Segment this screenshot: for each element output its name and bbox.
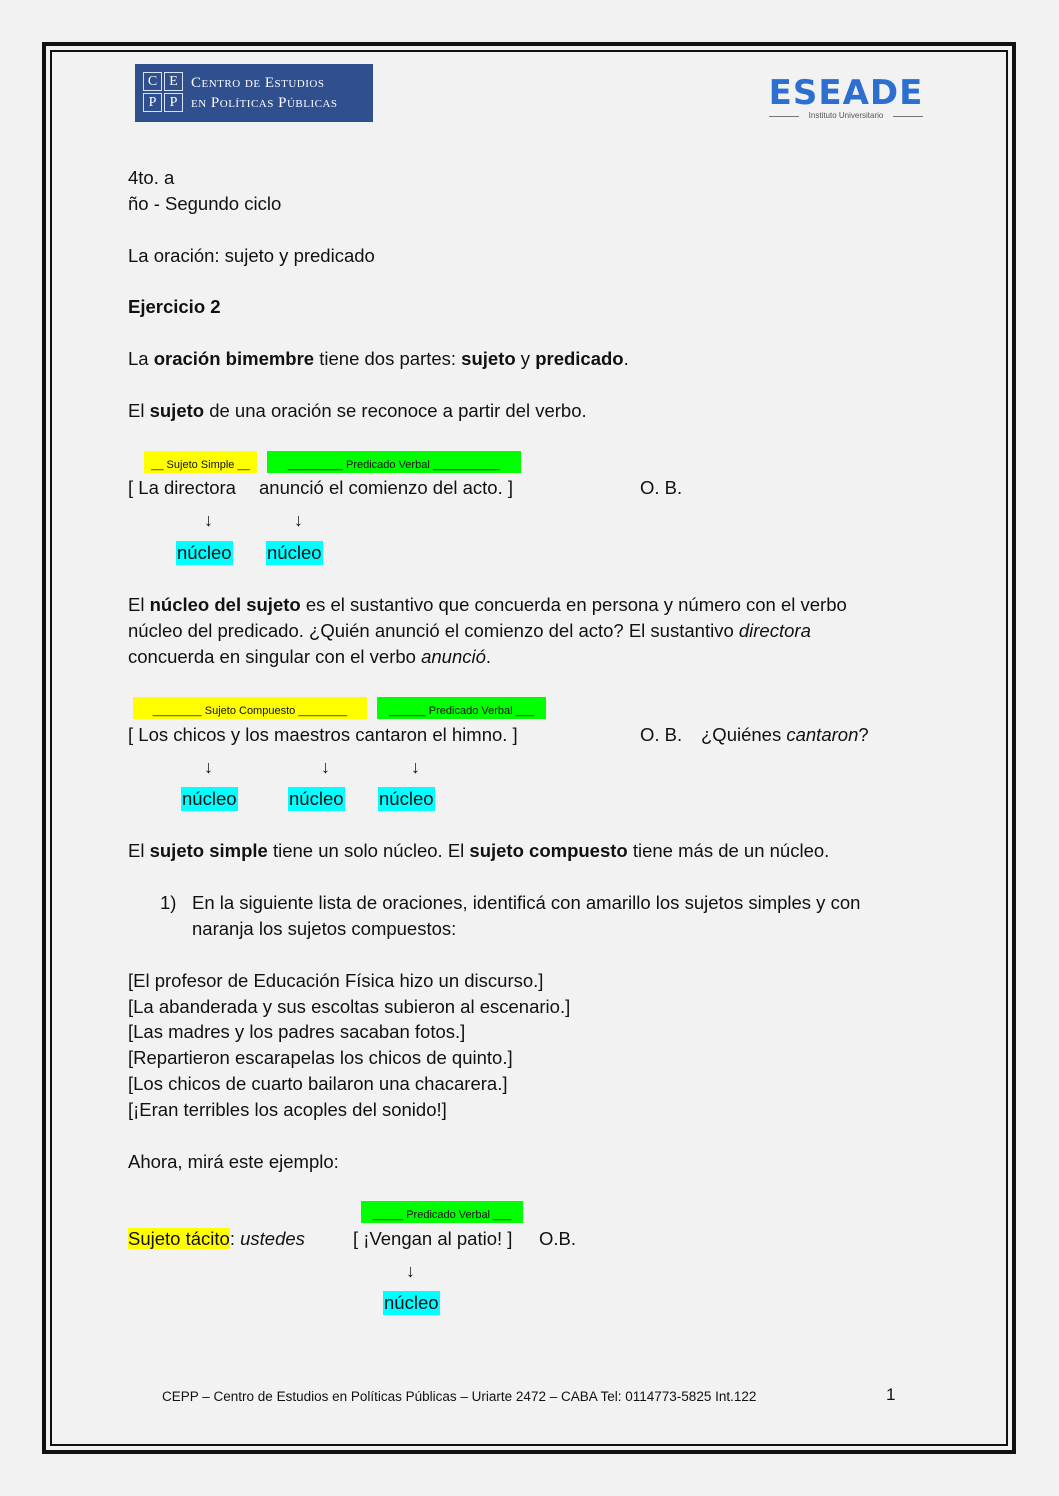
text: El [128,594,150,615]
explanation-line2 [128,620,811,642]
exercise-title: Ejercicio 2 [128,296,221,317]
text: de una oración se reconoce a partir del verbo. [204,400,587,421]
example-sentence-predicate: anunció el comienzo del acto. ] [259,477,514,498]
list-item: [Los chicos de cuarto bailaron una chacarera.] [128,1073,508,1094]
eseade-logo [767,73,925,123]
cepp-letter: P [143,93,162,112]
text: ? [858,724,869,745]
task-line2: naranja los sujetos compuestos: [192,918,457,939]
subject-simple-label [144,451,257,473]
text: . [623,348,629,369]
text: . [485,646,492,667]
nucleus-label: núcleo [182,788,237,809]
list-item: [Las madres y los padres sacaban fotos.] [128,1021,466,1042]
list-item: [¡Eran terribles los acoples del sonido!] [128,1099,447,1120]
tacit-subject-value: ustedes [240,1228,305,1249]
cepp-logo-text [191,73,338,113]
ob-marker: O. B. [640,724,683,745]
cepp-logo-line1: Centro de Estudios [191,75,325,91]
down-arrow-icon: ↓ [294,510,303,530]
text: : [229,1228,241,1249]
cepp-letter: E [164,72,183,91]
text: y [515,348,536,369]
cepp-logo-mark [143,72,183,112]
text: tiene más de un núcleo. [627,840,830,861]
text: tiene un solo núcleo. El [267,840,470,861]
example-sentence-subject: [ La directora [128,477,236,498]
task-line1: En la siguiente lista de oraciones, identificá con amarillo los sujetos simples y con [192,892,861,913]
text: El [128,840,150,861]
question-text [701,724,869,746]
tacit-subject-label: Sujeto tácito [128,1228,230,1249]
predicate-verbal-label [361,1201,523,1223]
label-text: _________ Predicado Verbal ___________ [287,459,501,471]
text: La [128,348,154,369]
text: núcleo del predicado. ¿Quién anunció el comienzo del acto? El sustantivo [128,620,739,641]
example-sentence: [ Los chicos y los maestros cantaron el himno. ] [128,724,518,745]
down-arrow-icon: ↓ [321,757,330,777]
example-intro: Ahora, mirá este ejemplo: [128,1151,339,1172]
down-arrow-icon: ↓ [411,757,420,777]
predicate-verbal-label [267,451,521,473]
down-arrow-icon: ↓ [204,510,213,530]
label-text: __ Sujeto Simple __ [151,459,250,471]
term-anuncio: anunció [421,646,486,667]
footer-text: CEPP – Centro de Estudios en Políticas Públicas – Uriarte 2472 – CABA Tel: 0114773-5825 Int.122 [162,1389,757,1404]
eseade-logo-subtitle: Instituto Universitario [808,111,884,120]
explanation-line3 [128,646,491,668]
text: concuerda en singular con el verbo [128,646,422,667]
term-sujeto: sujeto [149,400,205,421]
list-item: [El profesor de Educación Física hizo un discurso.] [128,970,544,991]
down-arrow-icon: ↓ [204,757,213,777]
page-number: 1 [886,1385,896,1404]
term-nucleo-del-sujeto: núcleo del sujeto [149,594,301,615]
bimembre-paragraph [128,348,629,370]
term-predicado: predicado [535,348,624,369]
subject-compound-label [133,697,367,719]
eseade-logo-rule-right [893,116,923,117]
term-sujeto-simple: sujeto simple [149,840,268,861]
term-directora: directora [738,620,811,641]
rule-paragraph [128,840,829,862]
cepp-logo [135,64,373,122]
example-sentence: [ ¡Vengan al patio! ] [353,1228,513,1249]
label-text: ________ Sujeto Compuesto ________ [152,705,348,717]
text: es el sustantivo que concuerda en persona y número con el verbo [300,594,847,615]
grade-line: 4to. a [128,167,175,188]
term-oracion-bimembre: oración bimembre [153,348,315,369]
ob-marker: O. B. [640,477,683,498]
eseade-logo-word: ESEADE [768,73,924,113]
cycle-line: ño - Segundo ciclo [128,193,282,214]
term-sujeto: sujeto [461,348,516,369]
term-sujeto-compuesto: sujeto compuesto [469,840,628,861]
label-text: ______ Predicado Verbal ___ [389,705,534,717]
task-number: 1) [160,892,177,913]
ob-marker: O.B. [539,1228,577,1249]
nucleus-label: núcleo [379,788,434,809]
nucleus-label: núcleo [177,542,232,563]
list-item: [La abanderada y sus escoltas subieron al escenario.] [128,996,571,1017]
tacit-subject [128,1228,305,1250]
predicate-verbal-label [377,697,546,719]
cepp-letter: P [164,93,183,112]
text: El [128,400,150,421]
term-cantaron: cantaron [786,724,859,745]
nucleus-label: núcleo [289,788,344,809]
nucleus-label: núcleo [267,542,322,563]
sujeto-paragraph [128,400,587,422]
topic-title: La oración: sujeto y predicado [128,245,375,266]
label-text: _____ Predicado Verbal ___ [372,1209,512,1221]
cepp-letter: C [143,72,162,91]
text: ¿Quiénes [701,724,787,745]
cepp-logo-line2: en Políticas Públicas [191,95,338,111]
text: tiene dos partes: [314,348,462,369]
nucleus-label: núcleo [384,1292,439,1313]
list-item: [Repartieron escarapelas los chicos de quinto.] [128,1047,513,1068]
down-arrow-icon: ↓ [406,1261,415,1281]
explanation-line1 [128,594,847,616]
